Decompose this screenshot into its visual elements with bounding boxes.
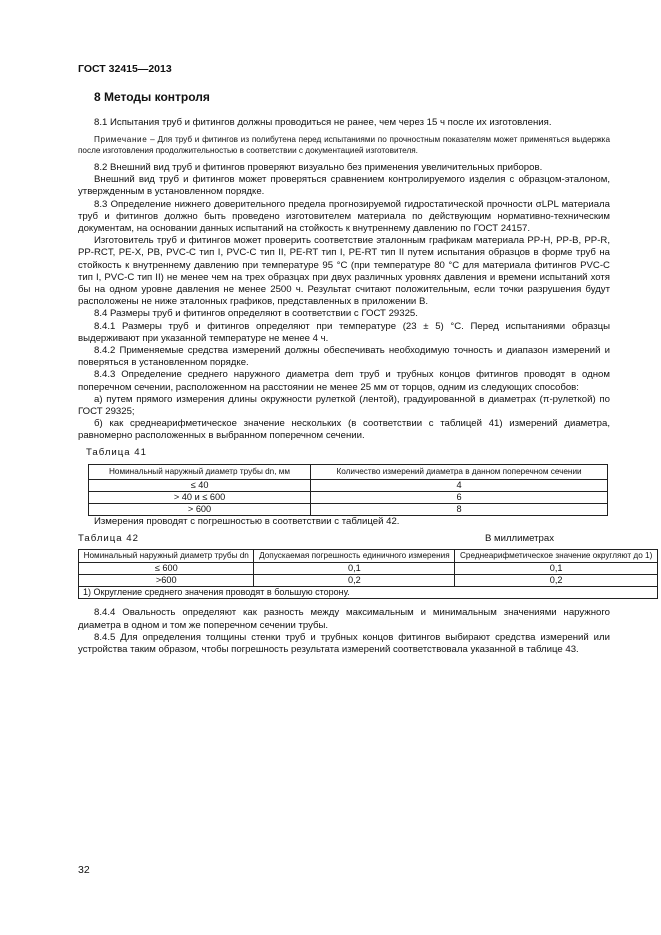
paragraph-8-2b: Внешний вид труб и фитингов может проверяться сравнением контролируемого изделия с образцом-эталоном, утвержденным в установленном порядке. [78, 174, 610, 198]
paragraph-8-4-3a: а) путем прямого измерения длины окружности рулеткой (лентой), градуированной в диаметрах (π-рулеткой) по ГОСТ 29325; [78, 393, 610, 418]
table-row [89, 479, 608, 491]
note [78, 135, 610, 156]
table-cell: 8 [311, 503, 608, 515]
table41-col2-header: Количество измерений диаметра в данном поперечном сечении [311, 464, 608, 479]
section-title: 8 Методы контроля [94, 90, 210, 104]
table-header-row [79, 550, 658, 563]
paragraph-8-4-2: 8.4.2 Применяемые средства измерений должны обеспечивать необходимую точность и диапазон измерений и поверяться в установленном порядке. [78, 345, 610, 369]
document-body [78, 117, 653, 656]
page-number: 32 [78, 864, 90, 876]
paragraph-8-1: 8.1 Испытания труб и фитингов должны проводиться не ранее, чем через 15 ч после их изготовления. [94, 117, 552, 128]
paragraph-8-3b: Изготовитель труб и фитингов может проверить соответствие эталонным графикам материала PP-H, PP-B, PP-R, PP-RCT, PE-X, PB, PVC-C тип I, PVC-C тип II, PE-RT тип I, PE-RT тип II путем испытания образцов в форме труб на стойкость к внутреннему давлению при температуре 95 °С (при температуре 80 °С для материала фитингов PVC-C тип I, PVC-C тип II) не менее чем на трех образцах при двух различных уровнях давления и времени испытаний хотя бы на одном уровне давления не менее 2500 ч. Результат считают положительным, если точки разрушения будут расположены не ниже эталонных графиков, представленных в приложении В. [78, 235, 610, 308]
paragraph-8-4-3: 8.4.3 Определение среднего наружного диаметра dem труб и трубных концов фитингов проводят в одном поперечном сечении, расположенном на расстоянии не менее 25 мм от торцов, одним из следующих способов: [78, 369, 610, 393]
paragraph-8-4-5: 8.4.5 Для определения толщины стенки труб и трубных концов фитингов выбирают средства измерений или устройства таким образом, чтобы погрешность результата измерений соответствовала указанной в таблице 43. [78, 631, 610, 655]
table-cell: ≤ 40 [89, 479, 311, 491]
table42-col1-header: Номинальный наружный диаметр трубы dn [79, 550, 254, 563]
table-row [89, 503, 608, 515]
table-cell: 4 [311, 479, 608, 491]
table-cell: 0,2 [455, 575, 658, 587]
table41-after-text: Измерения проводят с погрешностью в соответствии с таблицей 42. [94, 515, 400, 527]
table-42 [78, 549, 658, 599]
paragraph-8-3: 8.3 Определение нижнего доверительного предела прогнозируемой гидростатической прочности σLPL материала труб и фитингов должно быть проведено изготовителем материала по действующим нормативно-техническим документам, на основании данных испытаний на стойкость к внутреннему давлению по ГОСТ 24157. [78, 198, 610, 235]
note-text: – Для труб и фитингов из полибутена перед испытаниями по прочностным показателям может применяться выдержка после изготовления продолжительностью в соответствии с документацией изготовителя. [78, 135, 610, 155]
table-cell: > 600 [89, 503, 311, 515]
table-cell: 6 [311, 491, 608, 503]
table42-col3-header: Среднеарифметическое значение округляют до 1) [455, 550, 658, 563]
paragraph-8-4-3b: б) как среднеарифметическое значение нескольких (в соответствии с таблицей 41) измерений диаметра, равномерно расположенных в выбранном поперечном сечении. [78, 418, 610, 442]
table-header-row [89, 464, 608, 479]
document-header: ГОСТ 32415—2013 [78, 63, 172, 75]
table-cell: > 40 и ≤ 600 [89, 491, 311, 503]
table-cell: >600 [79, 575, 254, 587]
paragraph-8-2: 8.2 Внешний вид труб и фитингов проверяют визуально без применения увеличительных приборов. [94, 162, 543, 174]
note-label: Примечание [94, 135, 148, 145]
table41-caption: Таблица 41 [86, 446, 147, 458]
table42-caption-row [78, 533, 610, 545]
table-row [89, 491, 608, 503]
table-cell: 0,2 [254, 575, 455, 587]
table-row [79, 575, 658, 587]
table-cell: 0,1 [455, 563, 658, 575]
paragraph-8-4-1: 8.4.1 Размеры труб и фитингов определяют при температуре (23 ± 5) °С. Перед испытаниями образцы выдерживают при указанной температуре не менее 4 ч. [78, 320, 610, 344]
table-footnote-row [79, 587, 658, 599]
table-row [79, 563, 658, 575]
table-41 [88, 464, 608, 516]
table-cell: ≤ 600 [79, 563, 254, 575]
paragraph-8-4: 8.4 Размеры труб и фитингов определяют в соответствии с ГОСТ 29325. [94, 308, 418, 320]
table42-col2-header: Допускаемая погрешность единичного измерения [254, 550, 455, 563]
table42-units: В миллиметрах [484, 533, 554, 545]
table41-col1-header: Номинальный наружный диаметр трубы dn, мм [89, 464, 311, 479]
table42-footnote: 1) Округление среднего значения проводят в большую сторону. [79, 587, 658, 599]
table-cell: 0,1 [254, 563, 455, 575]
table42-caption: Таблица 42 [78, 533, 139, 545]
paragraph-8-4-4: 8.4.4 Овальность определяют как разность между максимальным и минимальным значениями наружного диаметра в одном и том же поперечном сечении трубы. [78, 607, 610, 631]
